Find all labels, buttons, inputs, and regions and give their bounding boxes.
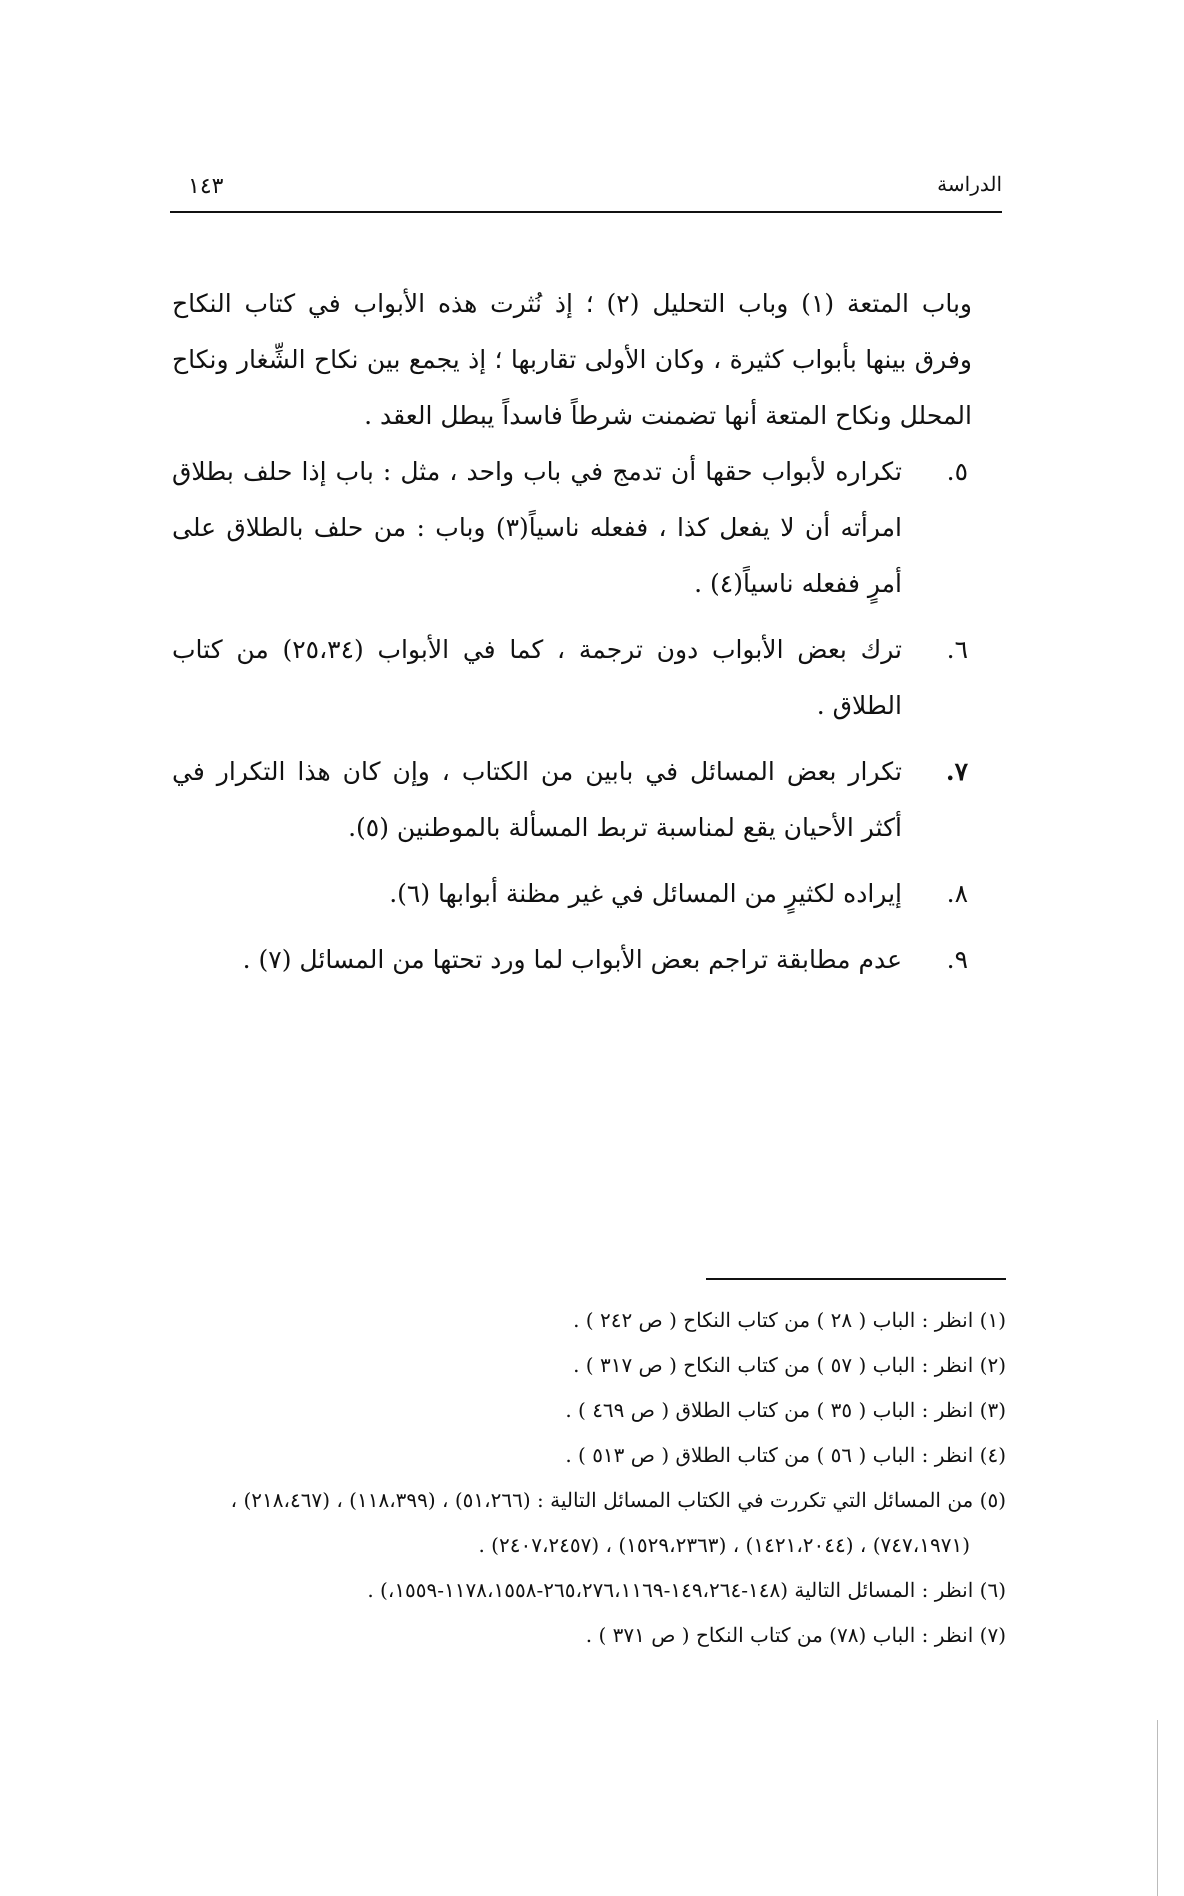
footnote-1: (١) انظر : الباب ( ٢٨ ) من كتاب النكاح ( ص ٢٤٢ ) . bbox=[573, 1308, 1006, 1332]
scan-margin-line bbox=[1157, 1720, 1158, 1896]
item-text: تكرار بعض المسائل في بابين من الكتاب ، وإن كان هذا التكرار في أكثر الأحيان يقع لمناسبة تربط المسألة بالموطنين (٥). bbox=[172, 757, 902, 842]
list-item-5 bbox=[172, 444, 972, 612]
item-text: تكراره لأبواب حقها أن تدمج في باب واحد ، مثل : باب إذا حلف بطلاق امرأته أن لا يفعل كذا ، ففعله ناسياً(٣) وباب : من حلف بالطلاق على أمرٍ ففعله ناسياً(٤) . bbox=[172, 457, 902, 598]
list-item-6 bbox=[172, 622, 972, 734]
list-item-9 bbox=[172, 932, 972, 988]
footnote-separator bbox=[706, 1278, 1006, 1280]
item-number: ٩. bbox=[946, 945, 968, 974]
item-text: ترك بعض الأبواب دون ترجمة ، كما في الأبواب (٢٥،٣٤) من كتاب الطلاق . bbox=[172, 635, 902, 720]
item-number: ٥. bbox=[946, 457, 968, 486]
footnote-4: (٤) انظر : الباب ( ٥٦ ) من كتاب الطلاق ( ص ٥١٣ ) . bbox=[565, 1443, 1006, 1467]
page-number: ١٤٣ bbox=[188, 174, 224, 199]
running-title: الدراسة bbox=[937, 172, 1002, 196]
running-header bbox=[170, 172, 1002, 212]
main-text bbox=[172, 276, 972, 988]
list-item-8 bbox=[172, 866, 972, 922]
footnote-5-continued: (٧٤٧،١٩٧١) ، (١٤٢١،٢٠٤٤) ، (١٥٢٩،٢٣٦٣) ، (٢٤٠٧،٢٤٥٧) . bbox=[478, 1533, 970, 1557]
item-text: عدم مطابقة تراجم بعض الأبواب لما ورد تحتها من المسائل (٧) . bbox=[242, 945, 902, 974]
item-number: ٦. bbox=[946, 635, 968, 664]
item-number: ٨. bbox=[946, 879, 968, 908]
item-number: ٧. bbox=[945, 757, 968, 786]
list-item-7 bbox=[172, 744, 972, 856]
footnote-6: (٦) انظر : المسائل التالية (١٤٨-١٤٩،٢٦٤-٢٦٥،٢٧٦،١١٦٩-١١٧٨،١٥٥٨-١٥٥٩،) . bbox=[367, 1578, 1006, 1602]
footnote-7: (٧) انظر : الباب (٧٨) من كتاب النكاح ( ص ٣٧١ ) . bbox=[585, 1623, 1006, 1647]
footnote-3: (٣) انظر : الباب ( ٣٥ ) من كتاب الطلاق ( ص ٤٦٩ ) . bbox=[565, 1398, 1006, 1422]
footnotes bbox=[168, 1298, 1006, 1658]
footnote-5: (٥) من المسائل التي تكررت في الكتاب المسائل التالية : (٥١،٢٦٦) ، (١١٨،٣٩٩) ، (٢١٨،٤٦٧) ، bbox=[230, 1488, 1006, 1512]
header-rule bbox=[170, 211, 1002, 213]
footnote-2: (٢) انظر : الباب ( ٥٧ ) من كتاب النكاح ( ص ٣١٧ ) . bbox=[573, 1353, 1006, 1377]
intro-paragraph: وباب المتعة (١) وباب التحليل (٢) ؛ إذ نُثرت هذه الأبواب في كتاب النكاح وفرق بينها بأبواب كثيرة ، وكان الأولى تقاربها ؛ إذ يجمع بين نكاح الشِّغار ونكاح المحلل ونكاح المتعة أنها تضمنت شرطاً فاسداً يبطل العقد . bbox=[172, 289, 973, 430]
item-text: إيراده لكثيرٍ من المسائل في غير مظنة أبوابها (٦). bbox=[389, 879, 902, 908]
